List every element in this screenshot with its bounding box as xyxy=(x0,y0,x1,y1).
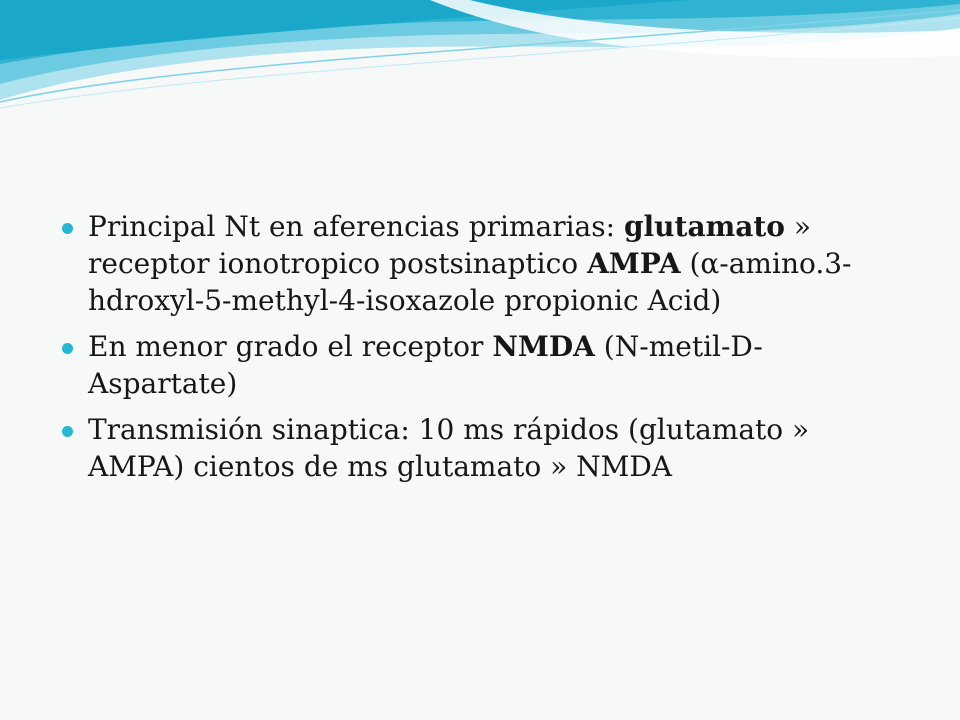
bullet-text xyxy=(88,210,852,317)
bullet-item xyxy=(60,411,910,485)
text-segment: (α-amino.3-hdroxyl-5-methyl-4-isoxazole propionic Acid) xyxy=(88,247,852,317)
bullet-dot-icon xyxy=(62,426,73,437)
text-segment: (N-metil-D-Aspartate) xyxy=(88,330,763,400)
text-segment: En menor grado el receptor xyxy=(88,330,493,363)
text-segment-bold: NMDA xyxy=(492,330,595,363)
text-segment-bold: glutamato xyxy=(623,210,785,243)
bullet-item xyxy=(60,208,910,319)
text-segment: Transmisión sinaptica: 10 ms rápidos (glutamato » AMPA) cientos de ms glutamato » NMDA xyxy=(88,413,810,483)
bullet-item xyxy=(60,328,910,402)
slide-content xyxy=(60,208,910,494)
text-segment-bold: AMPA xyxy=(587,247,681,280)
bullet-dot-icon xyxy=(62,343,73,354)
bullet-text xyxy=(88,413,809,483)
text-segment: » receptor ionotropico postsinaptico xyxy=(88,210,811,280)
bullet-text xyxy=(88,330,763,400)
text-segment: Principal Nt en aferencias primarias: xyxy=(88,210,624,243)
header-wave-decoration xyxy=(0,0,960,120)
bullet-dot-icon xyxy=(62,223,73,234)
